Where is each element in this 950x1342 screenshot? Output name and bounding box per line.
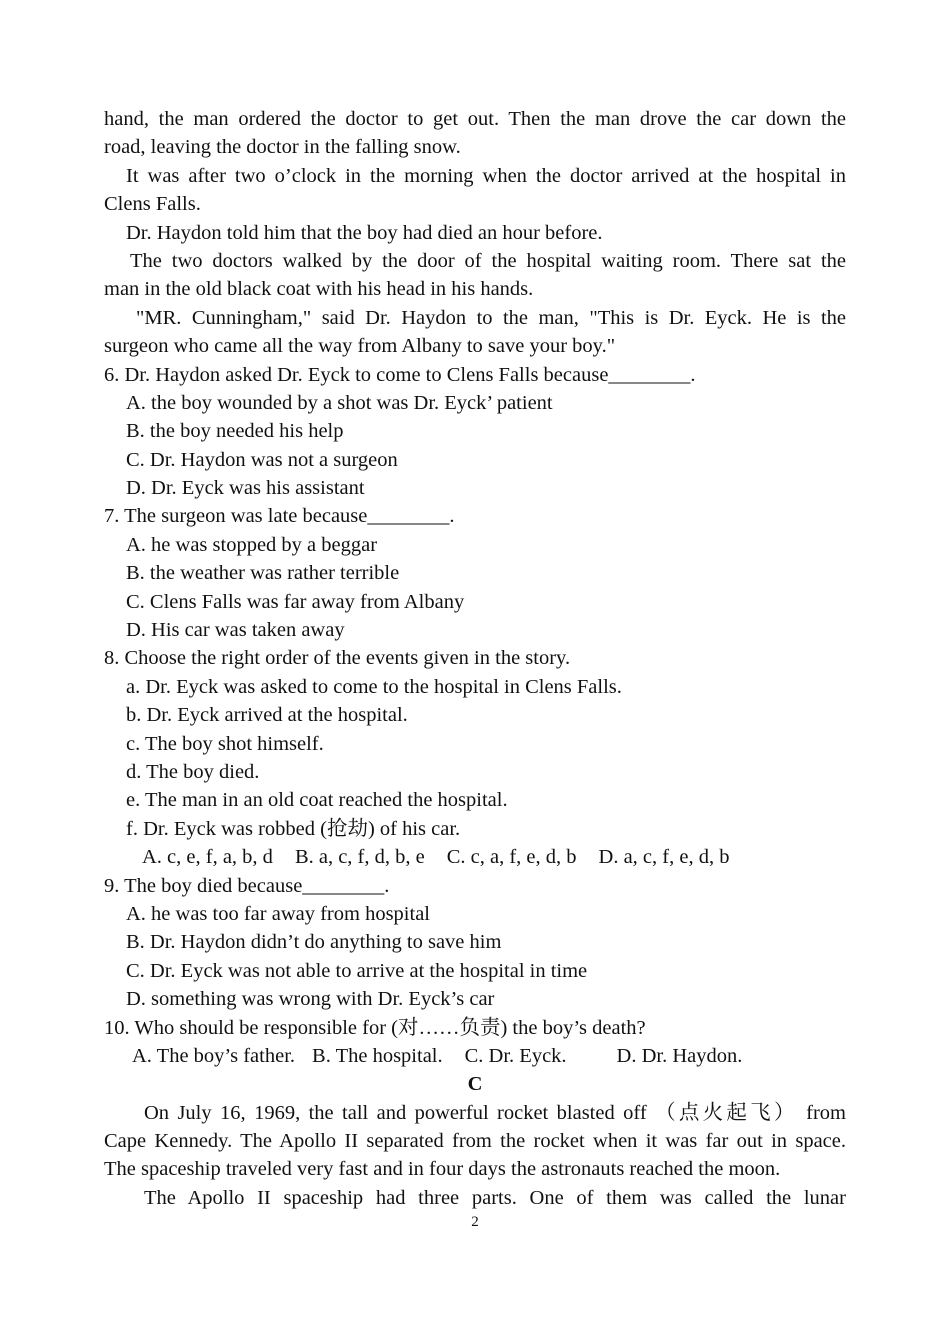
q8-event-b: b. Dr. Eyck arrived at the hospital. bbox=[126, 704, 408, 727]
passage-c-line: The Apollo II spaceship had three parts. One of them was called the lunar bbox=[144, 1186, 846, 1209]
q8-option-d: D. a, c, f, e, d, b bbox=[598, 846, 730, 869]
q8-event-d: d. The boy died. bbox=[126, 760, 260, 783]
q8-option-b: B. a, c, f, d, b, e bbox=[294, 846, 425, 869]
passage-line: man in the old black coat with his head in his hands. bbox=[104, 278, 534, 301]
passage-line: It was after two o’clock in the morning when the doctor arrived at the hospital in bbox=[126, 164, 846, 187]
q6-option-d: D. Dr. Eyck was his assistant bbox=[126, 477, 365, 500]
q7-option-d: D. His car was taken away bbox=[126, 619, 345, 642]
q8-option-c: C. c, a, f, e, d, b bbox=[446, 846, 577, 869]
passage-line: hand, the man ordered the doctor to get out. Then the man drove the car down the bbox=[104, 108, 846, 130]
question-6-stem: 6. Dr. Haydon asked Dr. Eyck to come to Clens Falls because________. bbox=[104, 363, 696, 386]
passage-c-line: On July 16, 1969, the tall and powerful rocket blasted off （点火起飞） from bbox=[144, 1101, 846, 1124]
passage-c-line: Cape Kennedy. The Apollo II separated from the rocket when it was far out in space. bbox=[104, 1130, 846, 1153]
q8-event-c: c. The boy shot himself. bbox=[126, 732, 324, 755]
q8-options bbox=[104, 843, 846, 871]
section-c-heading: C bbox=[467, 1073, 483, 1096]
q8-event-e: e. The man in an old coat reached the hospital. bbox=[126, 789, 508, 812]
q9-option-d: D. something was wrong with Dr. Eyck’s car bbox=[126, 988, 495, 1011]
q10-option-b: B. The hospital. bbox=[312, 1044, 443, 1067]
question-8-stem: 8. Choose the right order of the events given in the story. bbox=[104, 647, 571, 670]
q8-event-f: f. Dr. Eyck was robbed (抢劫) of his car. bbox=[126, 817, 461, 840]
q9-option-c: C. Dr. Eyck was not able to arrive at the hospital in time bbox=[126, 959, 588, 982]
q10-option-c: C. Dr. Eyck. bbox=[464, 1044, 567, 1067]
q10-option-a: A. The boy’s father. bbox=[132, 1044, 296, 1067]
passage-line: Dr. Haydon told him that the boy had died an hour before. bbox=[126, 221, 603, 244]
document-page bbox=[104, 105, 846, 1212]
page-number: 2 bbox=[471, 1214, 479, 1230]
passage-line: road, leaving the doctor in the falling snow. bbox=[104, 136, 461, 159]
q9-option-b: B. Dr. Haydon didn’t do anything to save him bbox=[126, 931, 502, 954]
question-10-stem: 10. Who should be responsible for (对……负责) the boy’s death? bbox=[104, 1016, 646, 1039]
passage-line: surgeon who came all the way from Albany to save your boy." bbox=[104, 335, 616, 358]
q7-option-a: A. he was stopped by a beggar bbox=[126, 533, 378, 556]
passage-line: Clens Falls. bbox=[104, 193, 201, 216]
q6-option-a: A. the boy wounded by a shot was Dr. Eyck’ patient bbox=[126, 391, 553, 414]
q10-options bbox=[104, 1042, 846, 1070]
q7-option-c: C. Clens Falls was far away from Albany bbox=[126, 590, 465, 613]
passage-line: The two doctors walked by the door of the hospital waiting room. There sat the bbox=[130, 249, 846, 272]
q8-event-a: a. Dr. Eyck was asked to come to the hospital in Clens Falls. bbox=[126, 675, 622, 698]
q10-option-d: D. Dr. Haydon. bbox=[616, 1044, 743, 1067]
question-7-stem: 7. The surgeon was late because________. bbox=[104, 505, 455, 528]
passage-c-line: The spaceship traveled very fast and in four days the astronauts reached the moon. bbox=[104, 1158, 781, 1181]
q7-option-b: B. the weather was rather terrible bbox=[126, 562, 400, 585]
question-9-stem: 9. The boy died because________. bbox=[104, 874, 390, 897]
q8-option-a: A. c, e, f, a, b, d bbox=[142, 846, 273, 869]
q6-option-c: C. Dr. Haydon was not a surgeon bbox=[126, 448, 398, 471]
passage-line: "MR. Cunningham," said Dr. Haydon to the man, "This is Dr. Eyck. He is the bbox=[136, 306, 846, 329]
q9-option-a: A. he was too far away from hospital bbox=[126, 902, 430, 925]
q6-option-b: B. the boy needed his help bbox=[126, 420, 344, 443]
